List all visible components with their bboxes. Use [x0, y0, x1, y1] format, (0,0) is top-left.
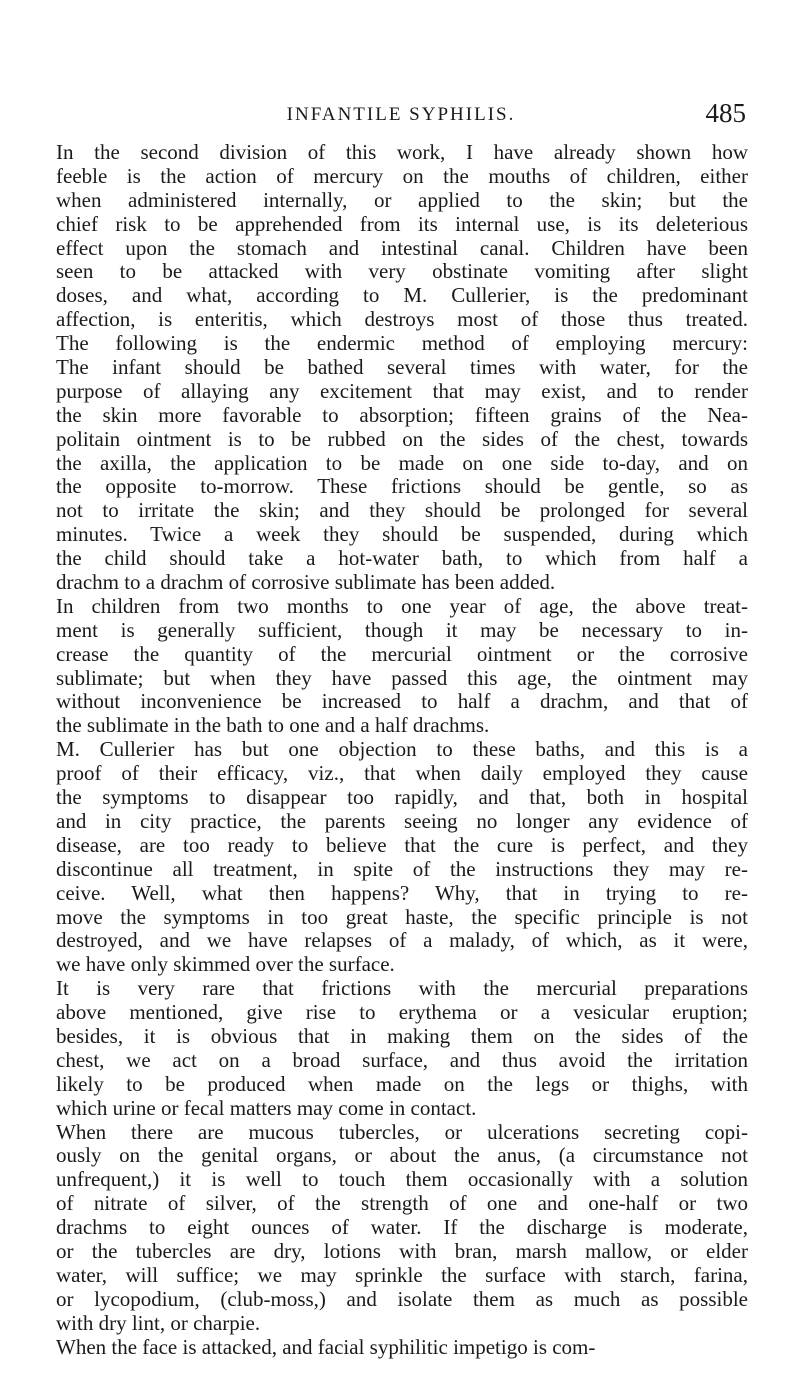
- text-line: the symptoms to disappear too rapidly, and that, both in hospital: [56, 785, 748, 810]
- text-line: seen to be attacked with very obstinate vomiting after slight: [56, 259, 748, 284]
- text-line: ment is generally sufficient, though it may be necessary to in-: [56, 617, 748, 642]
- text-line: The infant should be bathed several times with water, for the: [56, 355, 748, 380]
- text-line: When the face is attacked, and facial syphilitic impetigo is com-: [56, 1334, 596, 1359]
- text-line: the axilla, the application to be made on one side to-day, and on: [56, 450, 748, 475]
- text-line: or lycopodium, (club-moss,) and isolate them as much as possible: [56, 1286, 748, 1311]
- text-line: In children from two months to one year of age, the above treat-: [56, 593, 748, 618]
- text-line: with dry lint, or charpie.: [56, 1310, 261, 1335]
- text-line: doses, and what, according to M. Cullerier, is the predominant: [56, 283, 748, 308]
- text-line: drachm to a drachm of corrosive sublimate has been added.: [56, 570, 556, 595]
- text-line: and in city practice, the parents seeing no longer any evidence of: [56, 808, 748, 833]
- text-line: purpose of allaying any excitement that may exist, and to render: [56, 378, 748, 403]
- text-line: sublimate; but when they have passed this age, the ointment may: [56, 665, 748, 690]
- text-line: chest, we act on a broad surface, and thus avoid the irritation: [56, 1047, 748, 1072]
- text-line: feeble is the action of mercury on the mouths of children, either: [56, 163, 748, 188]
- text-line: the sublimate in the bath to one and a half drachms.: [56, 713, 490, 738]
- text-line: minutes. Twice a week they should be suspended, during which: [56, 522, 748, 547]
- text-line: or the tubercles are dry, lotions with bran, marsh mallow, or elder: [56, 1238, 748, 1263]
- text-line: above mentioned, give rise to erythema or a vesicular eruption;: [56, 1000, 748, 1025]
- text-line: It is very rare that frictions with the mercurial preparations: [56, 976, 748, 1001]
- text-line: drachms to eight ounces of water. If the discharge is moderate,: [56, 1215, 748, 1240]
- running-head: [56, 98, 746, 132]
- text-line: we have only skimmed over the surface.: [56, 952, 395, 977]
- text-line: water, will suffice; we may sprinkle the surface with starch, farina,: [56, 1262, 748, 1287]
- body-text: [56, 141, 748, 1359]
- text-line: the skin more favorable to absorption; fifteen grains of the Nea-: [56, 402, 748, 427]
- text-line: the child should take a hot-water bath, to which from half a: [56, 546, 748, 571]
- text-line: M. Cullerier has but one objection to these baths, and this is a: [56, 737, 748, 762]
- text-line: when administered internally, or applied to the skin; but the: [56, 187, 748, 212]
- text-line: move the symptoms in too great haste, the specific principle is not: [56, 904, 748, 929]
- text-line: When there are mucous tubercles, or ulcerations secreting copi-: [56, 1119, 748, 1144]
- text-line: In the second division of this work, I have already shown how: [56, 140, 748, 164]
- text-line: politain ointment is to be rubbed on the sides of the chest, towards: [56, 426, 748, 451]
- text-line: ceive. Well, what then happens? Why, that in trying to re-: [56, 880, 748, 905]
- page-number: 485: [705, 98, 746, 128]
- text-line: disease, are too ready to believe that the cure is perfect, and they: [56, 832, 748, 857]
- text-line: affection, is enteritis, which destroys most of those thus treated.: [56, 307, 748, 332]
- text-line: effect upon the stomach and intestinal canal. Children have been: [56, 235, 748, 260]
- text-line: chief risk to be apprehended from its internal use, is its deleterious: [56, 211, 748, 236]
- text-line: the opposite to-morrow. These frictions should be gentle, so as: [56, 474, 748, 499]
- text-line: ously on the genital organs, or about the anus, (a circumstance not: [56, 1143, 748, 1168]
- text-line: unfrequent,) it is well to touch them occasionally with a solution: [56, 1167, 748, 1192]
- text-line: destroyed, and we have relapses of a malady, of which, as it were,: [56, 928, 748, 953]
- text-line: The following is the endermic method of employing mercury:: [56, 331, 748, 356]
- text-line: which urine or fecal matters may come in contact.: [56, 1095, 477, 1120]
- text-line: likely to be produced when made on the legs or thighs, with: [56, 1071, 748, 1096]
- text-line: proof of their efficacy, viz., that when daily employed they cause: [56, 761, 748, 786]
- text-line: discontinue all treatment, in spite of the instructions they may re-: [56, 856, 748, 881]
- text-line: of nitrate of silver, of the strength of one and one-half or two: [56, 1191, 748, 1216]
- running-title: INFANTILE SYPHILIS.: [286, 104, 516, 125]
- text-line: not to irritate the skin; and they should be prolonged for several: [56, 498, 748, 523]
- text-line: without inconvenience be increased to half a drachm, and that of: [56, 689, 748, 714]
- text-line: besides, it is obvious that in making them on the sides of the: [56, 1023, 748, 1048]
- text-line: crease the quantity of the mercurial ointment or the corrosive: [56, 641, 748, 666]
